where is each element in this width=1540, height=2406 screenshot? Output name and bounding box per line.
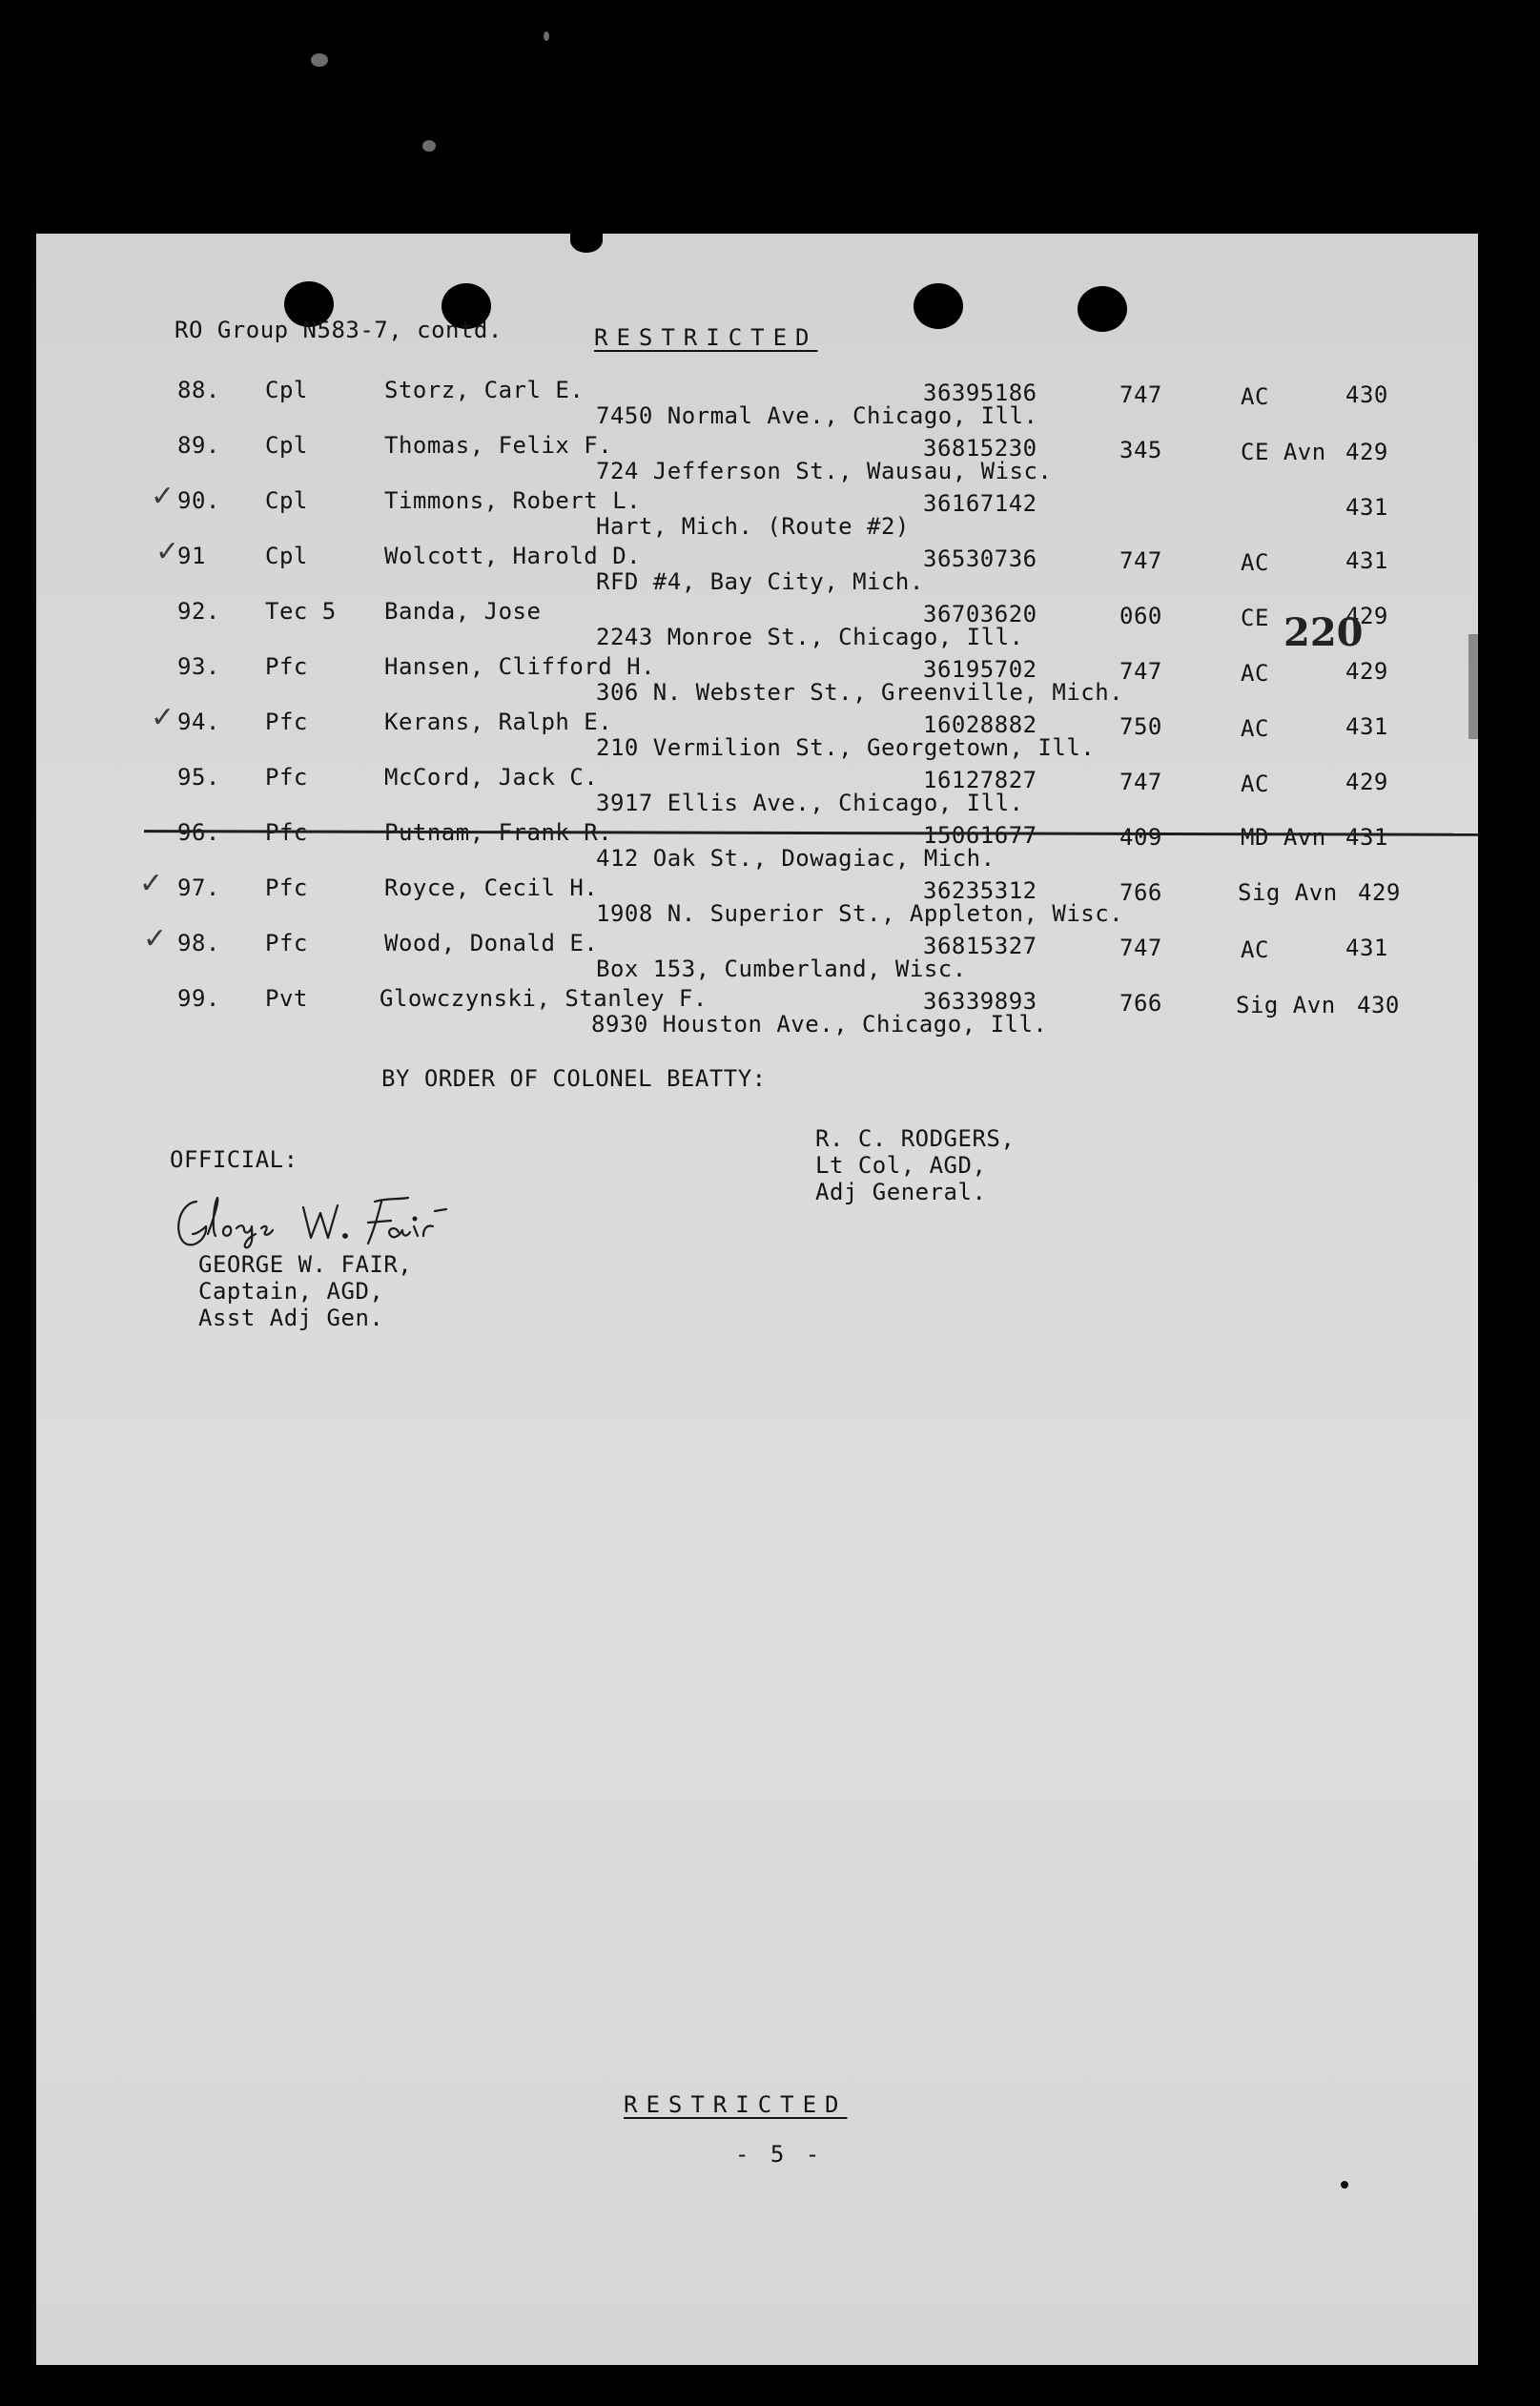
entry-branch: Sig Avn — [1236, 992, 1336, 1018]
entry-address: Box 153, Cumberland, Wisc. — [596, 956, 967, 982]
check-mark: ✓ — [143, 922, 168, 956]
entry-unit: 429 — [1345, 769, 1388, 795]
check-mark: ✓ — [151, 480, 175, 513]
entry-address: 412 Oak St., Dowagiac, Mich. — [596, 845, 996, 872]
entry-code: 747 — [1119, 769, 1162, 795]
check-mark: ✓ — [139, 867, 164, 900]
entry-serial: 36530736 — [923, 545, 1037, 572]
entry-name: Timmons, Robert L. — [384, 487, 642, 514]
entry-address: Hart, Mich. (Route #2) — [596, 513, 910, 540]
signer-title: Adj General. — [815, 1179, 987, 1205]
entry-rank: Cpl — [265, 377, 308, 403]
entry-number: 96. — [177, 819, 220, 846]
entry-code: 750 — [1119, 713, 1162, 740]
entry-name: Royce, Cecil H. — [384, 874, 599, 901]
entry-rank: Pfc — [265, 653, 308, 680]
entry-name: Storz, Carl E. — [384, 377, 585, 403]
entry-serial: 15061677 — [923, 822, 1037, 849]
entry-unit: 431 — [1345, 713, 1388, 740]
entry-branch: AC — [1241, 383, 1269, 410]
entry-serial: 36195702 — [923, 656, 1037, 683]
entry-unit: 429 — [1345, 603, 1388, 629]
entry-name: Thomas, Felix F. — [384, 432, 613, 459]
order-line: BY ORDER OF COLONEL BEATTY: — [381, 1065, 767, 1092]
entry-address: 7450 Normal Ave., Chicago, Ill. — [596, 402, 1038, 429]
entry-address: 3917 Ellis Ave., Chicago, Ill. — [596, 790, 1024, 816]
entry-number: 88. — [177, 377, 220, 403]
entry-code: 747 — [1119, 935, 1162, 961]
entry-branch: CE — [1241, 605, 1269, 631]
entry-branch: AC — [1241, 660, 1269, 687]
entry-branch: CE Avn — [1241, 439, 1326, 465]
official-label: OFFICIAL: — [170, 1146, 298, 1173]
entry-serial: 36235312 — [923, 877, 1037, 904]
entry-code: 409 — [1119, 824, 1162, 851]
entry-unit: 430 — [1345, 381, 1388, 408]
roster-entry — [36, 764, 1478, 819]
entry-serial: 16127827 — [923, 767, 1037, 793]
entry-number: 97. — [177, 874, 220, 901]
entry-code: 747 — [1119, 381, 1162, 408]
entry-number: 99. — [177, 985, 220, 1012]
dust-speck — [544, 31, 549, 41]
entry-unit: 430 — [1357, 992, 1400, 1018]
entry-unit: 431 — [1345, 494, 1388, 521]
entry-address: 306 N. Webster St., Greenville, Mich. — [596, 679, 1124, 706]
entry-name: Banda, Jose — [384, 598, 542, 625]
entry-code: 747 — [1119, 658, 1162, 685]
entry-branch: MD Avn — [1241, 824, 1326, 851]
roster-entry — [36, 432, 1478, 487]
entry-address: 2243 Monroe St., Chicago, Ill. — [596, 624, 1024, 650]
entry-serial: 36815230 — [923, 435, 1037, 462]
roster-entry — [36, 487, 1478, 543]
entry-branch: AC — [1241, 771, 1269, 797]
check-mark: ✓ — [155, 535, 180, 568]
entry-number: 90. — [177, 487, 220, 514]
entry-code: 345 — [1119, 437, 1162, 463]
entry-serial: 16028882 — [923, 711, 1037, 738]
entry-rank: Pfc — [265, 930, 308, 956]
entry-number: 98. — [177, 930, 220, 956]
entry-name: Kerans, Ralph E. — [384, 709, 613, 735]
dust-speck — [422, 140, 436, 152]
entry-name: Putnam, Frank R. — [384, 819, 613, 846]
page-number: - 5 - — [735, 2141, 824, 2168]
classification-footer: RESTRICTED — [624, 2091, 848, 2118]
group-reference: RO Group N583-7, contd. — [175, 317, 503, 343]
entry-address: 210 Vermilion St., Georgetown, Ill. — [596, 734, 1096, 761]
entry-rank: Pfc — [265, 874, 308, 901]
entry-rank: Pfc — [265, 709, 308, 735]
entry-branch: AC — [1241, 549, 1269, 576]
entry-serial: 36167142 — [923, 490, 1037, 517]
roster-entry — [36, 377, 1478, 432]
official-name: GEORGE W. FAIR, — [198, 1251, 413, 1278]
entry-number: 95. — [177, 764, 220, 791]
entry-name: Wolcott, Harold D. — [384, 543, 642, 569]
entry-name: McCord, Jack C. — [384, 764, 599, 791]
entry-rank: Cpl — [265, 432, 308, 459]
entry-number: 89. — [177, 432, 220, 459]
entry-address: RFD #4, Bay City, Mich. — [596, 568, 924, 595]
entry-unit: 431 — [1345, 547, 1388, 574]
entry-unit: 429 — [1345, 439, 1388, 465]
document-page — [36, 234, 1478, 2365]
official-rank: Captain, AGD, — [198, 1278, 384, 1305]
classification-header: RESTRICTED — [594, 324, 818, 351]
entry-code: 766 — [1119, 879, 1162, 906]
roster-entry — [36, 709, 1478, 764]
signer-rank: Lt Col, AGD, — [815, 1152, 987, 1179]
entry-address: 724 Jefferson St., Wausau, Wisc. — [596, 458, 1053, 484]
entry-unit: 431 — [1345, 824, 1388, 851]
entry-rank: Pvt — [265, 985, 308, 1012]
entry-name: Glowczynski, Stanley F. — [380, 985, 708, 1012]
entry-serial: 36395186 — [923, 380, 1037, 406]
entry-unit: 429 — [1345, 658, 1388, 685]
roster-entry — [36, 985, 1478, 1040]
entry-branch: AC — [1241, 715, 1269, 742]
ink-dot — [1341, 2181, 1348, 2189]
check-mark: ✓ — [151, 701, 175, 734]
entry-number: 93. — [177, 653, 220, 680]
roster-entry — [36, 653, 1478, 709]
roster-entry-struck — [36, 819, 1478, 874]
handwritten-signature — [170, 1192, 484, 1259]
entry-serial: 36339893 — [923, 988, 1037, 1015]
entry-serial: 36703620 — [923, 601, 1037, 627]
entry-number: 92. — [177, 598, 220, 625]
punch-hole — [914, 283, 963, 329]
signer-name: R. C. RODGERS, — [815, 1125, 1016, 1152]
entry-code: 766 — [1119, 990, 1162, 1017]
entry-rank: Tec 5 — [265, 598, 337, 625]
entry-code: 060 — [1119, 603, 1162, 629]
entry-branch: AC — [1241, 936, 1269, 963]
entry-address: 8930 Houston Ave., Chicago, Ill. — [591, 1011, 1048, 1038]
entry-rank: Pfc — [265, 764, 308, 791]
roster-entry — [36, 930, 1478, 985]
roster-entry — [36, 874, 1478, 930]
entry-rank: Cpl — [265, 543, 308, 569]
entry-name: Wood, Donald E. — [384, 930, 599, 956]
entry-number: 91 — [177, 543, 206, 569]
entry-name: Hansen, Clifford H. — [384, 653, 656, 680]
roster-entry — [36, 598, 1478, 653]
punch-hole — [1078, 286, 1127, 332]
entry-unit: 429 — [1358, 879, 1401, 906]
roster-entry — [36, 543, 1478, 598]
entry-rank: Pfc — [265, 819, 308, 846]
entry-number: 94. — [177, 709, 220, 735]
official-title: Asst Adj Gen. — [198, 1305, 384, 1331]
entry-serial: 36815327 — [923, 933, 1037, 959]
entry-code: 747 — [1119, 547, 1162, 574]
entry-unit: 431 — [1345, 935, 1388, 961]
entry-address: 1908 N. Superior St., Appleton, Wisc. — [596, 900, 1124, 927]
paper-notch — [570, 234, 603, 253]
handwritten-number: 220 — [1283, 610, 1364, 655]
entry-rank: Cpl — [265, 487, 308, 514]
entry-branch: Sig Avn — [1238, 879, 1338, 906]
dust-speck — [311, 53, 328, 67]
